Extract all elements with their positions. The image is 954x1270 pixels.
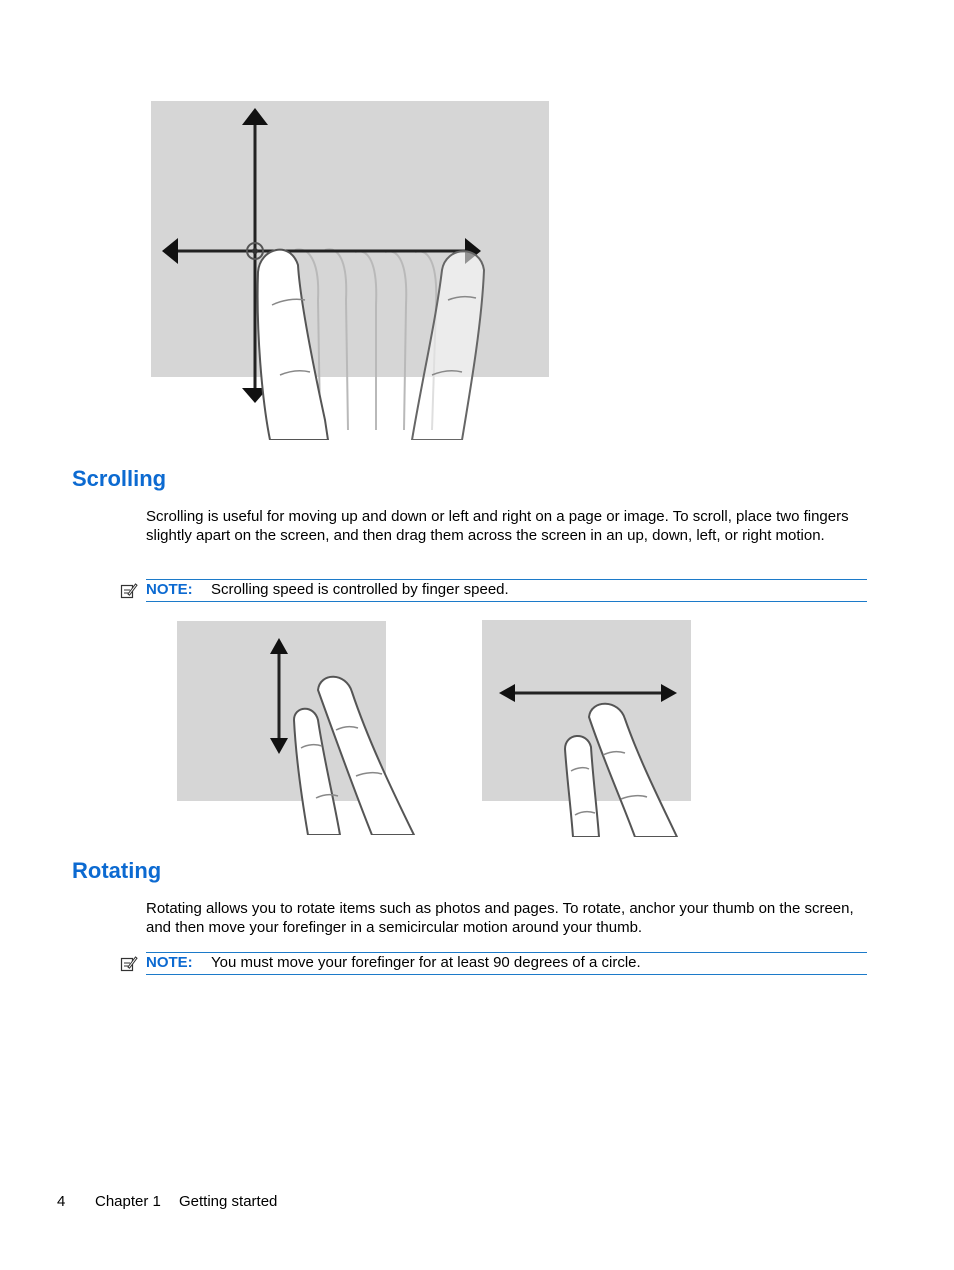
note-label: NOTE: <box>146 581 193 598</box>
note-text: Scrolling speed is controlled by finger speed. <box>211 581 509 598</box>
scroll-horizontal-illustration <box>481 619 696 837</box>
section-heading-rotating: Rotating <box>72 858 162 883</box>
touch-surface-panel <box>151 101 549 377</box>
note-pencil-icon <box>120 582 138 600</box>
scrolling-description: Scrolling is useful for moving up and down or left and right on a page or image. To scroll, place two fingers slightly apart on the screen, and then drag them across the screen in an up, down, left, or right motion. <box>146 508 849 544</box>
scroll-vertical-illustration <box>176 620 416 835</box>
rotating-note <box>146 952 867 975</box>
section-heading-scrolling: Scrolling <box>72 466 167 491</box>
note-label: NOTE: <box>146 954 193 971</box>
page-number: 4 <box>57 1193 66 1210</box>
note-pencil-icon <box>120 955 138 973</box>
flick-gesture-illustration <box>150 100 550 440</box>
footer-chapter: Chapter 1 <box>95 1193 161 1210</box>
scrolling-note <box>146 579 867 602</box>
footer-chapter-title: Getting started <box>179 1193 278 1210</box>
rotating-description: Rotating allows you to rotate items such as photos and pages. To rotate, anchor your thumb on the screen, and then move your forefinger in a semicircular motion around your thumb. <box>146 900 854 936</box>
note-text: You must move your forefinger for at least 90 degrees of a circle. <box>211 954 641 971</box>
